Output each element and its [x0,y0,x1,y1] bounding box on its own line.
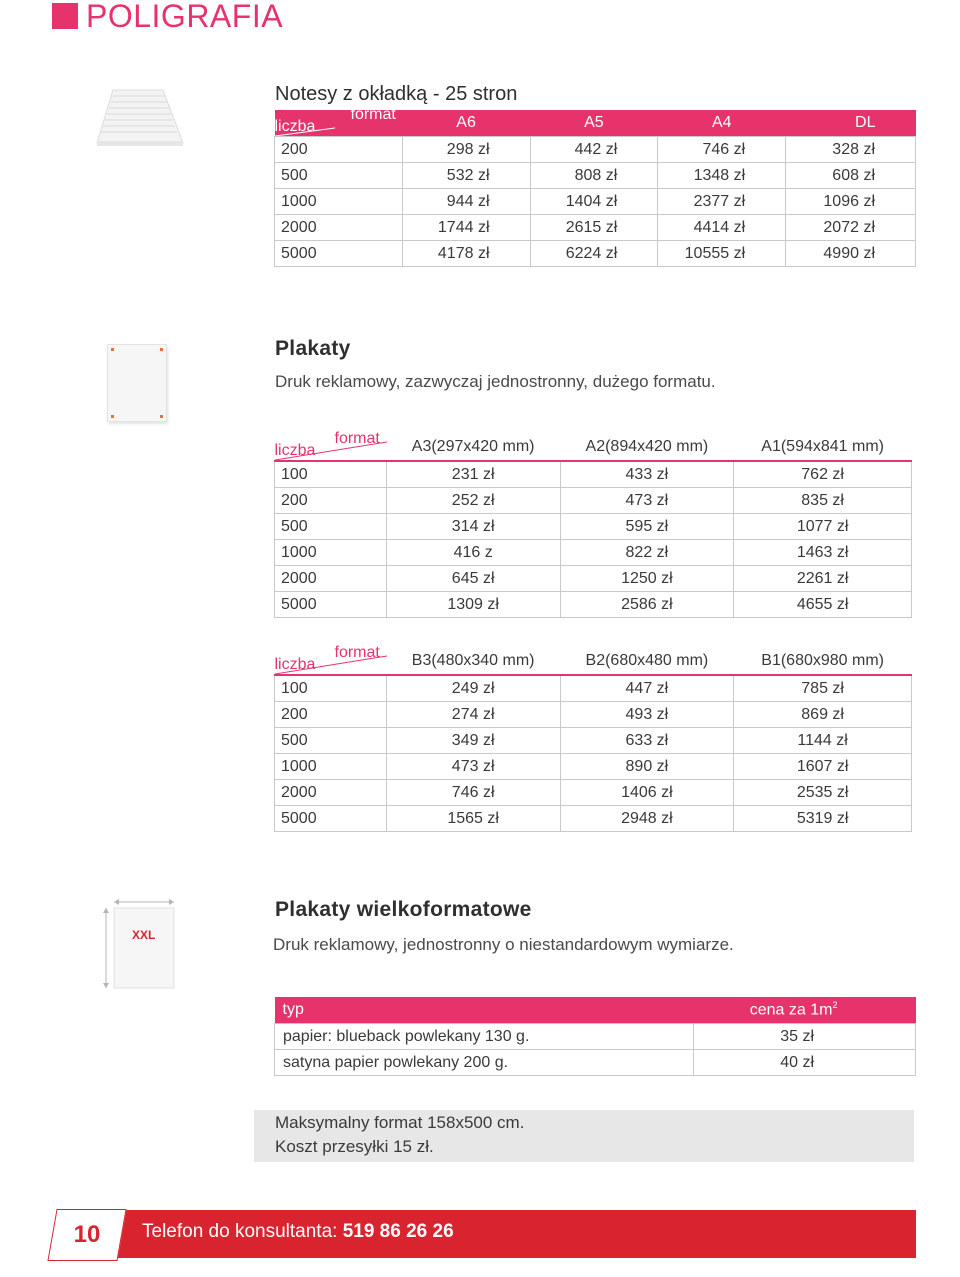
corner-row-label: liczba [274,118,316,135]
qty-cell: 2000 [275,215,403,241]
price-cell: 442 zł [530,137,658,163]
footer-phone: 519 86 26 26 [342,1221,454,1242]
column-header: A1(594x841 mm) [734,434,912,461]
price-cell: 1309 zł [386,592,560,618]
price-cell: 493 zł [560,702,734,728]
plakaty-title: Plakaty [275,337,351,360]
table-row [275,163,916,189]
qty-cell: 2000 [275,566,387,592]
price-cell: 785 zł [734,675,912,702]
price-cell: 2535 zł [734,780,912,806]
table-row [275,728,912,754]
table-header-row [275,648,912,675]
price-cell: 2377 zł [658,189,786,215]
price-cell: 314 zł [386,514,560,540]
price-cell: 746 zł [386,780,560,806]
price-cell: 4655 zł [734,592,912,618]
header-square [52,3,78,29]
wielkoformatowe-title: Plakaty wielkoformatowe [275,898,532,921]
price-cell: 1406 zł [560,780,734,806]
table-row [275,488,912,514]
page-number-badge [47,1209,126,1261]
qty-cell: 1000 [275,540,387,566]
price-cell: 2072 zł [786,215,916,241]
price-cell: 1607 zł [734,754,912,780]
note-shipping-cost: Koszt przesyłki 15 zł. [275,1137,434,1156]
price-cell: 869 zł [734,702,912,728]
price-cell: 1565 zł [386,806,560,832]
price-cell: 2948 zł [560,806,734,832]
price-cell: 532 zł [402,163,530,189]
info-note-box [254,1110,914,1162]
table-header-row [275,110,916,137]
qty-cell: 5000 [275,592,387,618]
type-cell: satyna papier powlekany 200 g. [275,1050,694,1076]
price-cell: 252 zł [386,488,560,514]
note-max-format: Maksymalny format 158x500 cm. [275,1113,525,1132]
price-cell: 835 zł [734,488,912,514]
qty-cell: 200 [275,702,387,728]
price-cell: 633 zł [560,728,734,754]
corner-col-label: format [334,430,380,447]
qty-cell: 200 [275,488,387,514]
column-header: A2(894x420 mm) [560,434,734,461]
price-cell: 890 zł [560,754,734,780]
price-cell: 595 zł [560,514,734,540]
column-header: B1(680x980 mm) [734,648,912,675]
column-header: A6 [402,110,530,137]
table-row [275,540,912,566]
type-cell: papier: blueback powlekany 130 g. [275,1024,694,1050]
price-cell: 473 zł [386,754,560,780]
price-cell: 1348 zł [658,163,786,189]
wielkoformatowe-price-table [274,997,916,1076]
plakaty-a-price-table [274,430,912,618]
corner-header [274,644,387,675]
column-header: A3(297x420 mm) [386,434,560,461]
qty-cell: 500 [275,514,387,540]
corner-col-label: format [334,644,380,661]
table-row [275,780,912,806]
corner-row-label: liczba [274,656,316,673]
table-row [275,566,912,592]
plakaty-subtitle: Druk reklamowy, zazwyczaj jednostronny, dużego formatu. [275,372,716,391]
price-cell: 1077 zł [734,514,912,540]
qty-cell: 1000 [275,189,403,215]
column-header: B2(680x480 mm) [560,648,734,675]
price-cell: 2615 zł [530,215,658,241]
column-header: A4 [658,110,786,137]
price-header-superscript: 2 [832,1000,838,1011]
qty-cell: 5000 [275,241,403,267]
corner-row-label: liczba [274,442,316,459]
table-row [275,215,916,241]
table-row [275,702,912,728]
qty-cell: 500 [275,728,387,754]
page-title: POLIGRAFIA [86,0,284,34]
price-cell: 762 zł [734,461,912,488]
footer-contact [142,1221,454,1243]
qty-cell: 100 [275,461,387,488]
table-row [275,514,912,540]
price-cell: 4414 zł [658,215,786,241]
price-cell: 35 zł [694,1024,916,1050]
price-cell: 6224 zł [530,241,658,267]
xxl-poster-image [100,898,180,990]
qty-cell: 500 [275,163,403,189]
price-cell: 1744 zł [402,215,530,241]
price-cell: 2261 zł [734,566,912,592]
table-row [275,806,912,832]
qty-cell: 100 [275,675,387,702]
price-cell: 4178 zł [402,241,530,267]
price-cell: 1250 zł [560,566,734,592]
price-cell: 645 zł [386,566,560,592]
table-row [275,1024,916,1050]
price-cell: 1144 zł [734,728,912,754]
price-header-text: cena za 1m [749,1001,833,1019]
price-cell: 944 zł [402,189,530,215]
notesy-title: Notesy z okładką - 25 stron [275,83,518,105]
table-row [275,137,916,163]
price-cell: 1463 zł [734,540,912,566]
price-cell: 447 zł [560,675,734,702]
plakaty-b-price-table [274,644,912,832]
table-row [275,461,912,488]
price-cell: 5319 zł [734,806,912,832]
price-cell: 1096 zł [786,189,916,215]
table-row [275,189,916,215]
table-row [275,675,912,702]
price-cell: 349 zł [386,728,560,754]
corner-col-label: format [350,106,396,123]
column-header: A5 [530,110,658,137]
notesy-price-table [274,106,916,267]
qty-cell: 200 [275,137,403,163]
page-number: 10 [73,1221,101,1248]
price-cell: 274 zł [386,702,560,728]
price-cell: 231 zł [386,461,560,488]
qty-cell: 2000 [275,780,387,806]
column-header-price [694,997,916,1024]
price-cell: 328 zł [786,137,916,163]
table-header-row [275,434,912,461]
xxl-label: XXL [132,928,156,942]
table-row [275,592,912,618]
price-cell: 608 zł [786,163,916,189]
price-cell: 473 zł [560,488,734,514]
corner-header [274,106,403,137]
price-cell: 822 zł [560,540,734,566]
price-cell: 416 z [386,540,560,566]
price-cell: 746 zł [658,137,786,163]
price-cell: 433 zł [560,461,734,488]
column-header: DL [786,110,916,137]
price-cell: 40 zł [694,1050,916,1076]
poster-image [107,344,167,422]
qty-cell: 5000 [275,806,387,832]
corner-header [274,430,387,461]
price-cell: 298 zł [402,137,530,163]
qty-cell: 1000 [275,754,387,780]
price-cell: 249 zł [386,675,560,702]
footer-label: Telefon do konsultanta: [142,1221,343,1242]
column-header-type: typ [275,997,694,1024]
price-cell: 2586 zł [560,592,734,618]
price-cell: 10555 zł [658,241,786,267]
price-cell: 808 zł [530,163,658,189]
column-header: B3(480x340 mm) [386,648,560,675]
table-header-row [275,997,916,1024]
wielkoformatowe-subtitle: Druk reklamowy, jednostronny o niestandardowym wymiarze. [273,935,734,954]
price-cell: 4990 zł [786,241,916,267]
table-row [275,754,912,780]
price-cell: 1404 zł [530,189,658,215]
table-row [275,1050,916,1076]
table-row [275,241,916,267]
notepad-image [95,88,185,148]
